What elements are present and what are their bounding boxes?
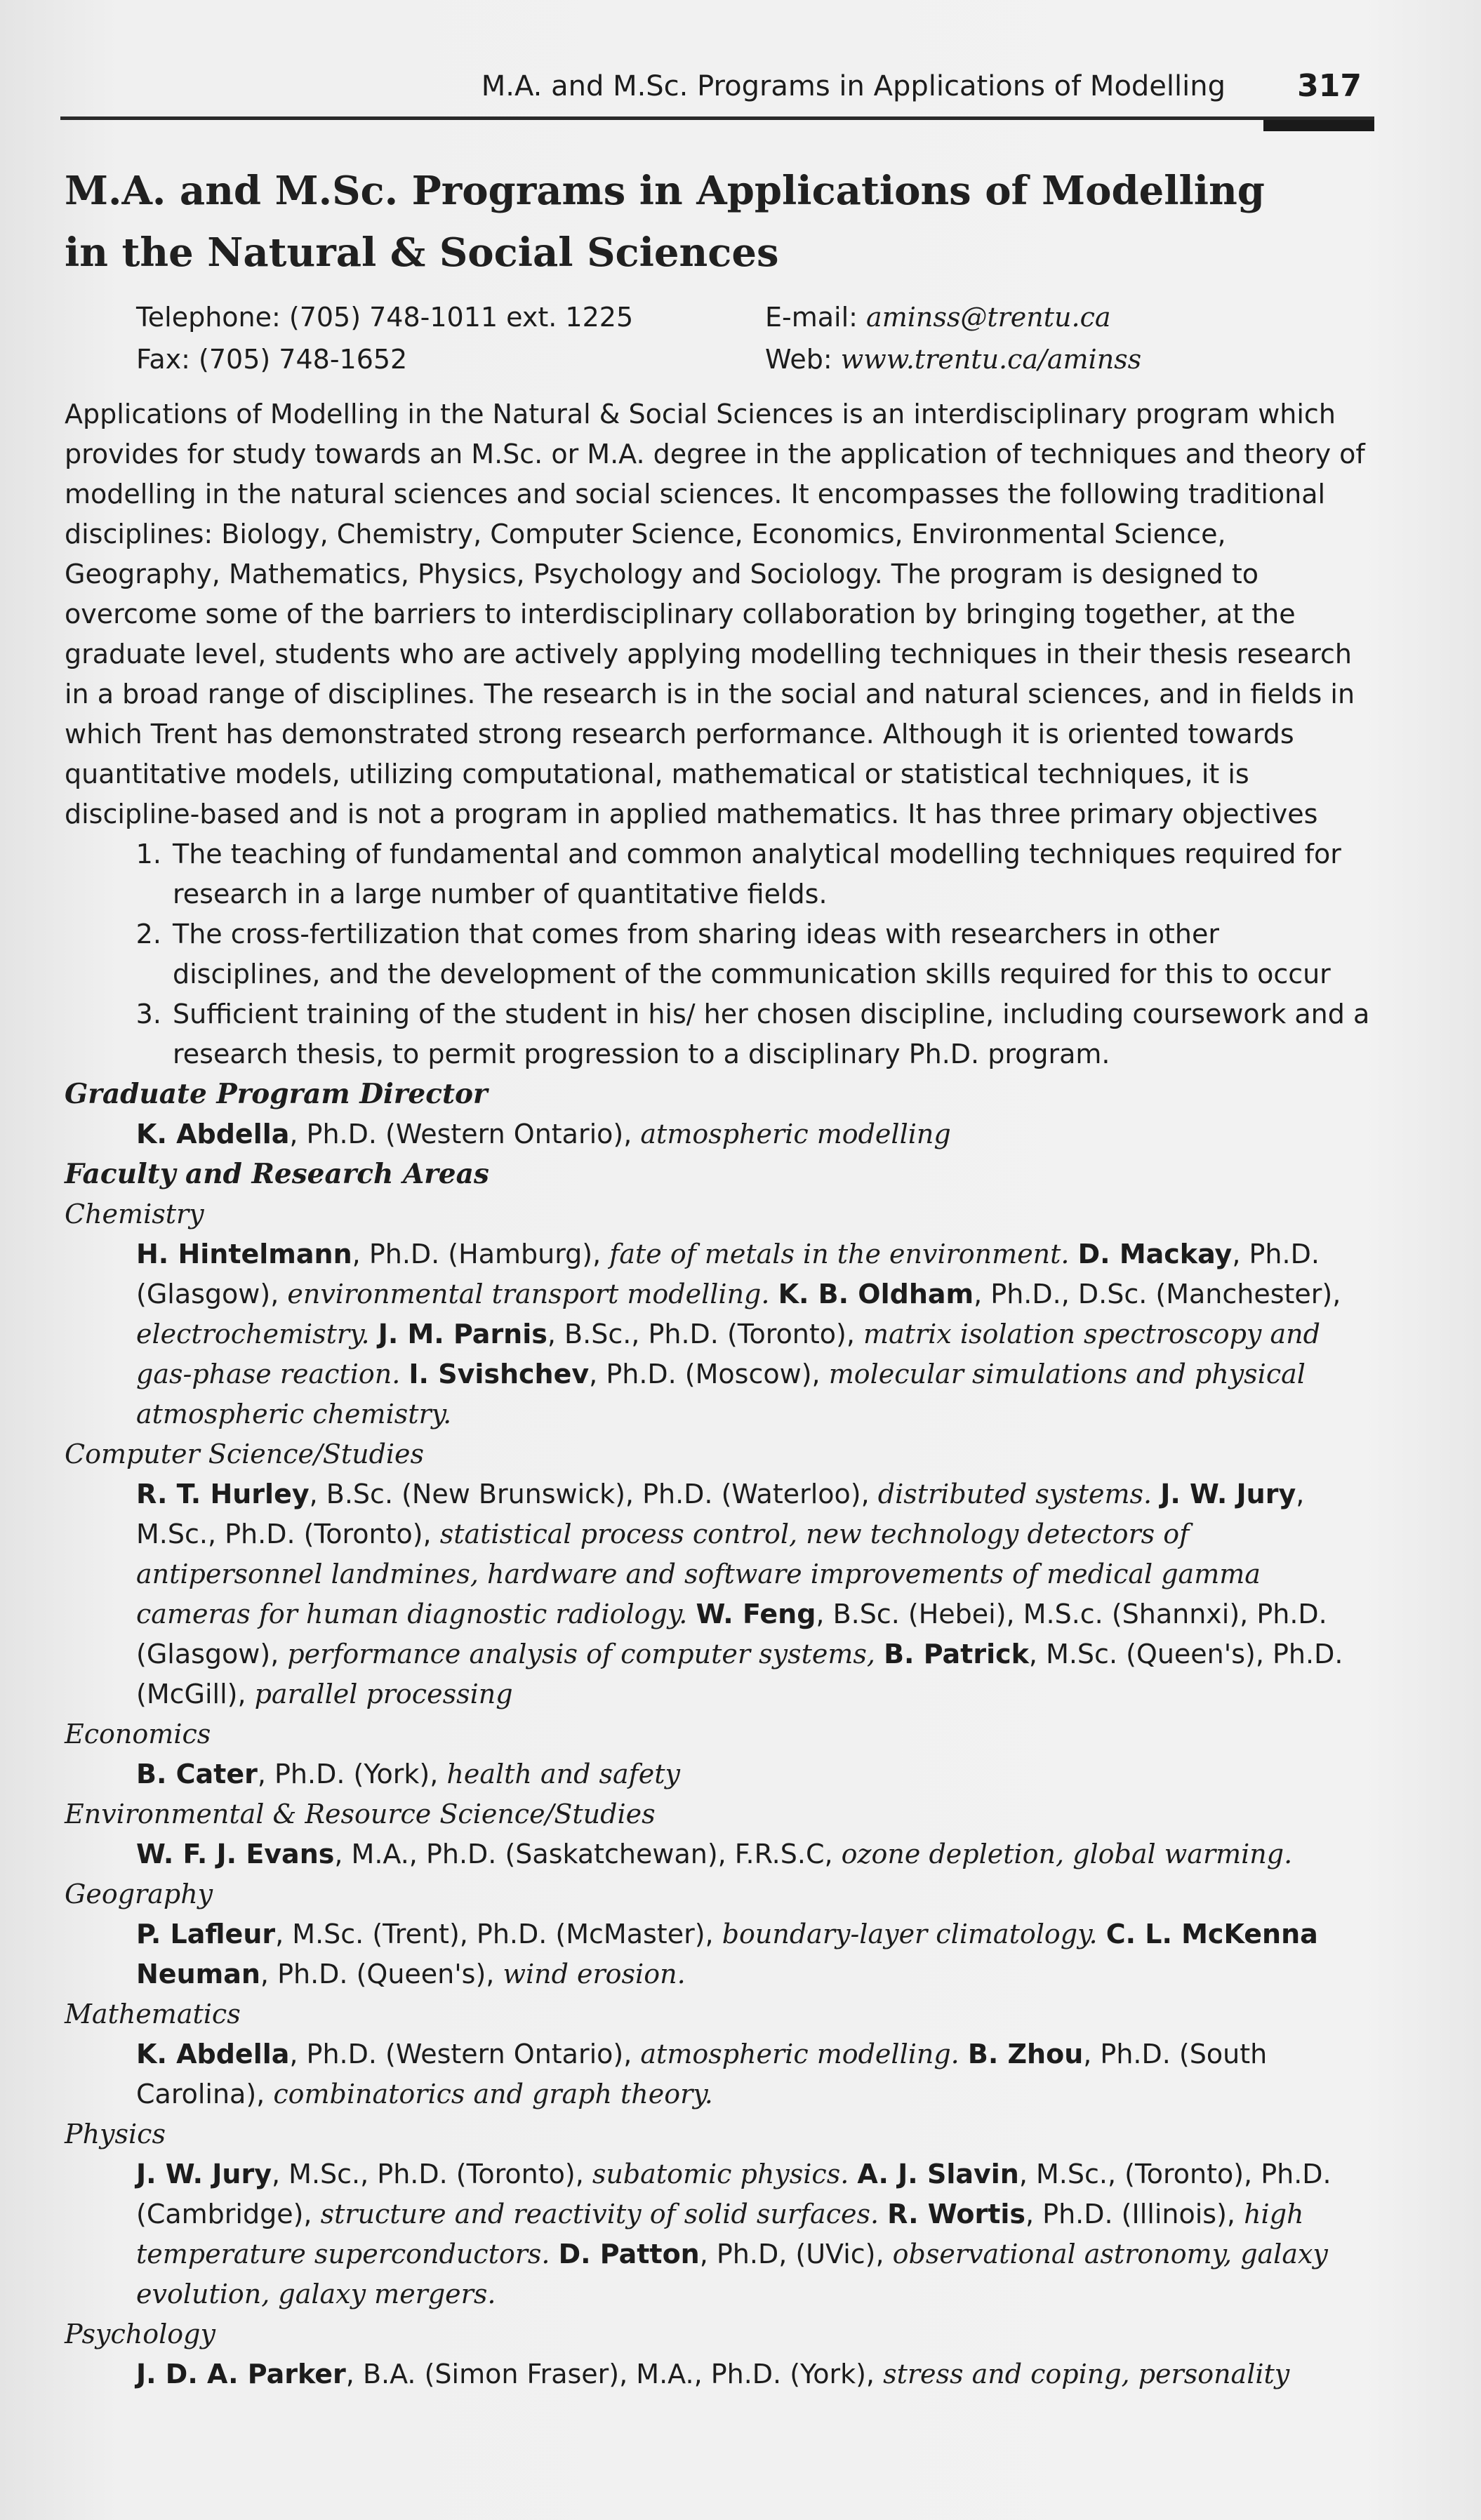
person-credentials: , Ph.D. (Queen's), <box>260 1959 503 1989</box>
person-credentials: , Ph.D. (South Carolina), <box>136 2039 1268 2109</box>
faculty-heading: Faculty and Research Areas <box>65 1158 489 1190</box>
person-name: K. Abdella <box>136 1119 290 1149</box>
intro-paragraph: Applications of Modelling in the Natural & Social Sciences is an interdisciplinary program which provides for study towards an M.Sc. or M.A. degree in the application of techniques and theory of modelling in the natural sciences and social sciences. It encompasses the following traditional disciplines: Biology, Chemistry, Computer Science, Economics, Environmental Science, Geography, Mathematics, Physics, Psychology and Sociology. The program is designed to overcome some of the barriers to interdisciplinary collaboration by bringing together, at the graduate level, students who are actively applying modelling techniques in their thesis research in a broad range of disciplines. The research is in the social and natural sciences, and in fields in which Trent has demonstrated strong research performance. Although it is oriented towards quantitative models, utilizing computational, mathematical or statistical techniques, it is discipline-based and is not a program in applied mathematics. It has three primary objectives <box>65 399 1365 829</box>
department-faculty <box>65 2034 1374 2114</box>
research-area: environmental transport modelling. <box>287 1279 770 1309</box>
person-name: B. Patrick <box>884 1639 1029 1669</box>
header-rule <box>60 116 1374 120</box>
department-name: Computer Science/Studies <box>65 1439 425 1469</box>
objective-item: 1. The teaching of fundamental and common analytical modelling techniques required for research in a large number of quantitative fields. <box>170 834 1374 914</box>
research-area: matrix isolation spectroscopy and gas-phase reaction. <box>136 1319 1320 1389</box>
person-credentials: , B.Sc. (New Brunswick), Ph.D. (Waterloo), <box>309 1479 878 1509</box>
person-name: B. Zhou <box>967 2039 1084 2069</box>
research-area: parallel processing <box>254 1679 513 1709</box>
person-name: R. T. Hurley <box>136 1479 310 1509</box>
person-name: B. Cater <box>136 1759 258 1789</box>
faculty-member <box>136 1759 680 1789</box>
email-line <box>765 296 1111 338</box>
person-name: A. J. Slavin <box>857 2159 1019 2189</box>
title-line-1: M.A. and M.Sc. Programs in Applications of Modelling <box>65 168 1265 214</box>
faculty-member <box>136 2159 849 2189</box>
research-area: statistical process control, new technology detectors of antipersonnel landmines, hardware and software improvements of medical gamma cameras for human diagnostic radiology. <box>136 1519 1261 1629</box>
person-name: J. W. Jury <box>1160 1479 1296 1509</box>
person-credentials: , M.Sc., (Toronto), Ph.D. (Cambridge), <box>136 2159 1331 2229</box>
faculty-member <box>136 1479 1152 1509</box>
page-title <box>65 160 1374 284</box>
person-name: J. D. A. Parker <box>136 2359 346 2389</box>
person-name: C. L. McKenna Neuman <box>136 1919 1318 1989</box>
web-label: Web: <box>765 344 832 375</box>
title-line-2: in the Natural & Social Sciences <box>65 229 779 276</box>
department-faculty <box>65 1754 1374 1794</box>
department-name: Economics <box>65 1719 211 1749</box>
person-credentials: , B.A. (Simon Fraser), M.A., Ph.D. (York), <box>345 2359 884 2389</box>
department-name: Geography <box>65 1879 213 1909</box>
department-faculty <box>65 1914 1374 1994</box>
email-label: E-mail: <box>765 302 858 333</box>
research-area: distributed systems. <box>877 1479 1153 1509</box>
person-name: K. Abdella <box>136 2039 290 2069</box>
web-line <box>765 338 1141 380</box>
person-name: W. F. J. Evans <box>136 1839 335 1869</box>
faculty-member <box>136 1919 1098 1949</box>
department-faculty <box>65 1234 1374 1434</box>
research-area: wind erosion. <box>503 1959 686 1989</box>
person-name: W. Feng <box>696 1599 816 1629</box>
objectives-list <box>65 834 1374 1074</box>
web-link[interactable]: www.trentu.ca/aminss <box>840 344 1142 375</box>
person-credentials: , Ph.D., D.Sc. (Manchester), <box>974 1279 1341 1309</box>
research-area: subatomic physics. <box>592 2159 849 2189</box>
person-credentials: , Ph.D. (Moscow), <box>589 1359 829 1389</box>
department-faculty <box>65 2354 1374 2394</box>
research-area: observational astronomy, galaxy evolution, galaxy mergers. <box>136 2239 1328 2309</box>
contact-block <box>65 296 1374 394</box>
research-area: ozone depletion, global warming. <box>841 1839 1293 1869</box>
person-credentials: , Ph.D. (Western Ontario), <box>289 1119 641 1149</box>
person-credentials: , M.Sc. (Trent), Ph.D. (McMaster), <box>275 1919 722 1949</box>
director-entry <box>65 1114 1374 1154</box>
departments-list <box>65 1194 1374 2394</box>
research-area: boundary-layer climatology. <box>722 1919 1098 1949</box>
objective-item: 3. Sufficient training of the student in his/ her chosen discipline, including coursework and a research thesis, to permit progression to a disciplinary Ph.D. program. <box>170 994 1374 1074</box>
person-credentials: , B.Sc., Ph.D. (Toronto), <box>547 1319 864 1349</box>
person-name: P. Lafleur <box>136 1919 276 1949</box>
department-name: Mathematics <box>65 1999 241 2029</box>
faculty-member <box>136 2039 959 2069</box>
faculty-member <box>136 2359 1289 2389</box>
research-area: fate of metals in the environment. <box>609 1239 1070 1269</box>
research-area: combinatorics and graph theory. <box>273 2079 713 2109</box>
person-credentials: , Ph.D. (Glasgow), <box>136 1239 1320 1309</box>
person-credentials: , M.Sc., Ph.D. (Toronto), <box>272 2159 592 2189</box>
research-area: structure and reactivity of solid surfaces. <box>320 2199 879 2229</box>
research-area: electrochemistry. <box>136 1319 370 1349</box>
person-name: D. Mackay <box>1077 1239 1233 1269</box>
faculty-member <box>136 1839 1292 1869</box>
person-credentials: , Ph.D. (Illinois), <box>1025 2199 1244 2229</box>
person-credentials: , M.Sc., Ph.D. (Toronto), <box>136 1479 1305 1549</box>
objective-item: 2. The cross-fertilization that comes from sharing ideas with researchers in other disciplines, and the development of the communication skills required for this to occur <box>170 914 1374 994</box>
department-faculty <box>65 1834 1374 1874</box>
person-name: D. Patton <box>558 2239 700 2269</box>
person-credentials: , Ph.D. (Hamburg), <box>352 1239 610 1269</box>
person-name: J. M. Parnis <box>378 1319 547 1349</box>
person-credentials: , Ph.D. (Western Ontario), <box>289 2039 641 2069</box>
person-credentials: , M.Sc. (Queen's), Ph.D. (McGill), <box>136 1639 1343 1709</box>
research-area: high temperature superconductors. <box>136 2199 1304 2269</box>
email-link[interactable]: aminss@trentu.ca <box>866 302 1111 333</box>
department-name: Chemistry <box>65 1199 204 1229</box>
person-credentials: , M.A., Ph.D. (Saskatchewan), F.R.S.C, <box>334 1839 842 1869</box>
research-area: performance analysis of computer systems, <box>287 1639 875 1669</box>
research-area: atmospheric modelling <box>640 1119 951 1149</box>
director-heading: Graduate Program Director <box>65 1078 488 1110</box>
main-content <box>65 160 1374 2394</box>
person-name: I. Svishchev <box>409 1359 590 1389</box>
person-credentials: , Ph.D. (York), <box>257 1759 447 1789</box>
research-area: atmospheric modelling. <box>640 2039 959 2069</box>
research-area: molecular simulations and physical atmospheric chemistry. <box>136 1359 1306 1429</box>
fax: Fax: (705) 748-1652 <box>136 344 408 375</box>
person-name: R. Wortis <box>887 2199 1026 2229</box>
telephone: Telephone: (705) 748-1011 ext. 1225 <box>136 302 634 333</box>
department-name: Psychology <box>65 2319 215 2349</box>
department-faculty <box>65 2154 1374 2314</box>
header-bar <box>1263 120 1374 131</box>
department-name: Environmental & Resource Science/Studies <box>65 1799 656 1829</box>
department-name: Physics <box>65 2119 166 2149</box>
faculty-member <box>136 1239 1070 1269</box>
running-title: M.A. and M.Sc. Programs in Applications of Modelling <box>481 70 1226 102</box>
person-name: H. Hintelmann <box>136 1239 352 1269</box>
running-head <box>60 62 1374 111</box>
research-area: stress and coping, personality <box>883 2359 1290 2389</box>
person-credentials: , B.Sc. (Hebei), M.S.c. (Shannxi), Ph.D. (Glasgow), <box>136 1599 1327 1669</box>
research-area: health and safety <box>446 1759 680 1789</box>
person-credentials: , Ph.D, (UVic), <box>699 2239 893 2269</box>
person-name: K. B. Oldham <box>778 1279 974 1309</box>
person-name: J. W. Jury <box>136 2159 272 2189</box>
department-faculty <box>65 1474 1374 1714</box>
page-number: 317 <box>1297 68 1362 104</box>
